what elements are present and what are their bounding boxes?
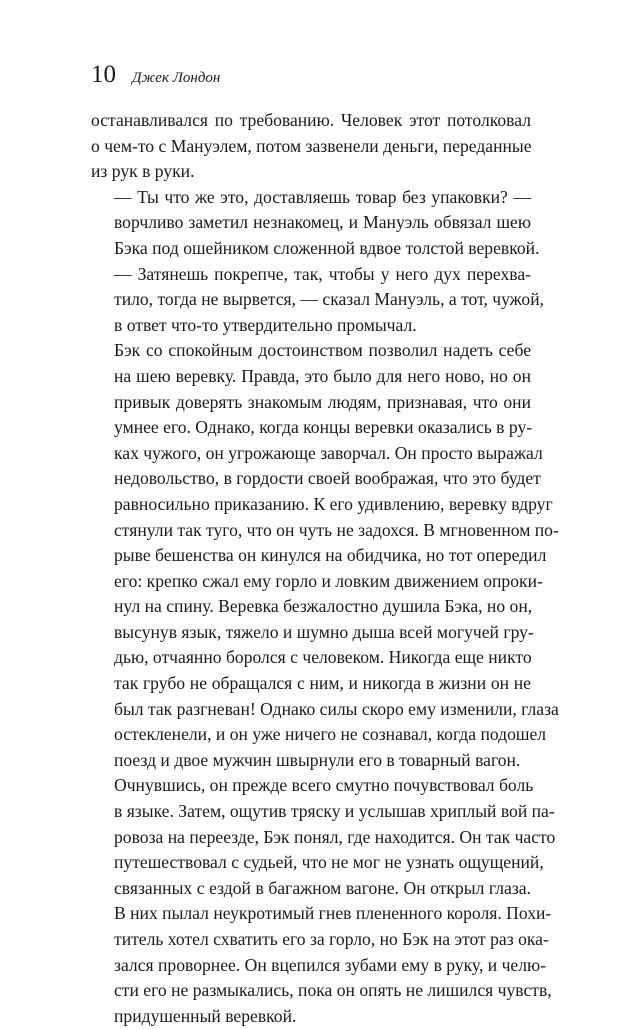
running-head xyxy=(91,62,531,98)
text-line: ворчливо заметил незнакомец, и Мануэль обвязал шею xyxy=(114,212,531,233)
text-line: В них пылал неукротимый гнев плененного короля. Похи- xyxy=(114,903,552,924)
text-line: — Ты что же это, доставляешь товар без упаковки? — xyxy=(114,186,531,207)
text-line: Очнувшись, он прежде всего смутно почувствовал боль xyxy=(114,775,534,796)
text-line: Бэк со спокойным достоинством позволил надеть себе xyxy=(114,340,531,361)
text-line: привык доверять знакомым людям, признавая, что они xyxy=(114,391,531,412)
text-line: о чем-то с Мануэлем, потом зазвенели деньги, переданные xyxy=(91,135,532,156)
text-line: титель хотел схватить его за горло, но Бэк на этот раз ока- xyxy=(114,929,549,949)
paragraph xyxy=(91,773,556,1029)
text-line: сти его не размыкались, пока он опять не лишился чувств, xyxy=(114,980,552,1001)
text-line: зался проворнее. Он вцепился зубами ему в руку, и челю- xyxy=(114,954,547,975)
text-line: нул на спину. Веревка безжалостно душила Бэка, но он, xyxy=(114,596,533,617)
text-line: в языке. Затем, ощутив тряску и услышав хриплый вой па- xyxy=(114,801,555,822)
book-page xyxy=(91,61,559,1029)
text-line: остекленели, и он уже ничего не сознавал, когда подошел xyxy=(114,724,547,745)
text-line: так грубо не обращался с ним, и никогда в жизни он не xyxy=(114,673,531,694)
text-line: высунув язык, тяжело и шумно дыша всей могучей гру- xyxy=(114,621,534,642)
text-line: из рук в руки. xyxy=(91,161,195,182)
book-author: Джек Лондон xyxy=(132,70,221,86)
text-line: умнее его. Однако, когда концы веревки оказались в ру- xyxy=(114,417,533,438)
text-line: связанных с ездой в багажном вагоне. Он открыл глаза. xyxy=(114,877,531,898)
body-text xyxy=(91,108,559,1029)
paragraph xyxy=(91,262,545,339)
text-line: недовольство, в гордости своей воображая, что это будет xyxy=(114,468,541,489)
text-line: стянули так туго, что он чуть не задохся. В мгновенном по- xyxy=(114,519,559,540)
text-line: был так разгневан! Однако силы скоро ему изменили, глаза xyxy=(114,698,559,719)
text-line: равносильно приказанию. К его удивлению, веревку вдруг xyxy=(114,493,553,514)
text-line: придушенный веревкой. xyxy=(114,1005,297,1026)
text-line: путешествовал с судьей, что не мог не узнать ощущений, xyxy=(114,852,544,873)
text-line: рыве бешенства он кинулся на обидчика, но тот опередил xyxy=(114,545,547,566)
text-line: его: крепко сжал ему горло и ловким движением опроки- xyxy=(114,570,543,591)
page-number: 10 xyxy=(91,61,116,88)
paragraph xyxy=(91,338,559,773)
text-line: поезд и двое мужчин швырнули его в товарный вагон. xyxy=(114,749,521,770)
paragraph xyxy=(91,108,531,185)
text-line: ровоза на переезде, Бэк понял, где находится. Он так часто xyxy=(114,826,556,847)
text-line: на шею веревку. Правда, это было для него ново, но он xyxy=(114,365,531,386)
text-line: в ответ что-то утвердительно промычал. xyxy=(114,314,417,335)
text-line: ках чужого, он угрожающе заворчал. Он просто выражал xyxy=(114,442,543,463)
paragraph xyxy=(91,185,540,262)
text-line: — Затянешь покрепче, так, чтобы у него дух перехва- xyxy=(114,263,531,284)
text-line: Бэка под ошейником сложенной вдвое толстой веревкой. xyxy=(114,237,540,258)
text-line: тило, тогда не вырвется, — сказал Мануэль, а тот, чужой, xyxy=(114,289,545,310)
text-line: дью, отчаянно боролся с человеком. Никогда еще никто xyxy=(114,647,532,668)
text-line: останавливался по требованию. Человек этот потолковал xyxy=(91,110,531,130)
